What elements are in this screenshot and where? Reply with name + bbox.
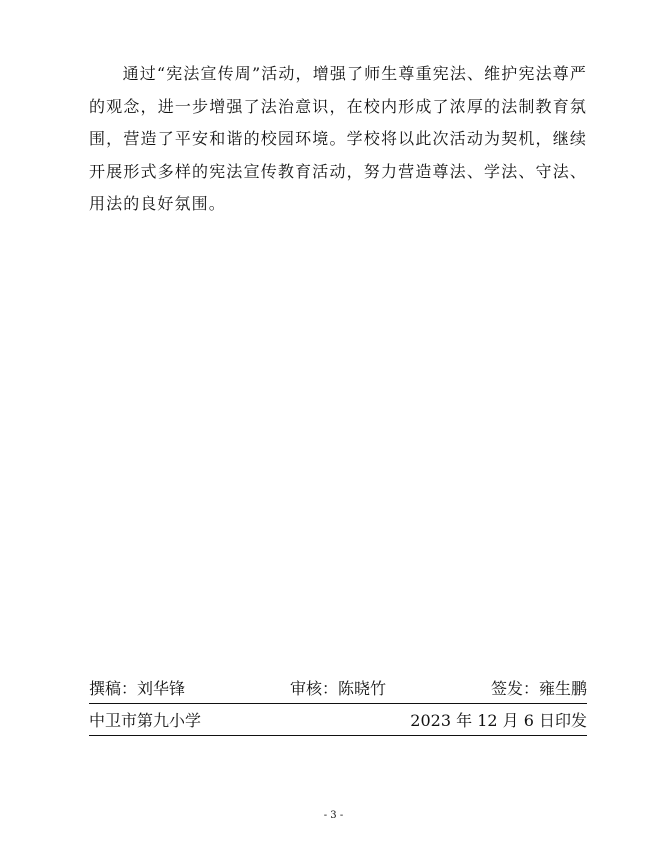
issuer-credit: 签发：雍生鹏 — [490, 679, 587, 698]
issue-date: 2023 年 12 月 6 日印发 — [410, 711, 587, 730]
reviewer-credit: 审核：陈晓竹 — [289, 679, 386, 698]
signoff-row — [89, 678, 587, 704]
author-credit: 撰稿：刘华锋 — [89, 679, 186, 698]
issuing-row — [89, 704, 587, 736]
body-paragraph: 通过“宪法宣传周”活动，增强了师生尊重宪法、维护宪法尊严的观念，进一步增强了法治意识，在校内形成了浓厚的法制教育氛围，营造了平安和谐的校园环境。学校将以此次活动为契机，继续开展形式多样的宪法宣传教育活动，努力营造尊法、学法、守法、用法的良好氛围。 — [89, 64, 587, 214]
document-footer — [89, 678, 587, 736]
organization-name: 中卫市第九小学 — [89, 711, 202, 730]
page-number: - 3 - — [323, 810, 344, 821]
